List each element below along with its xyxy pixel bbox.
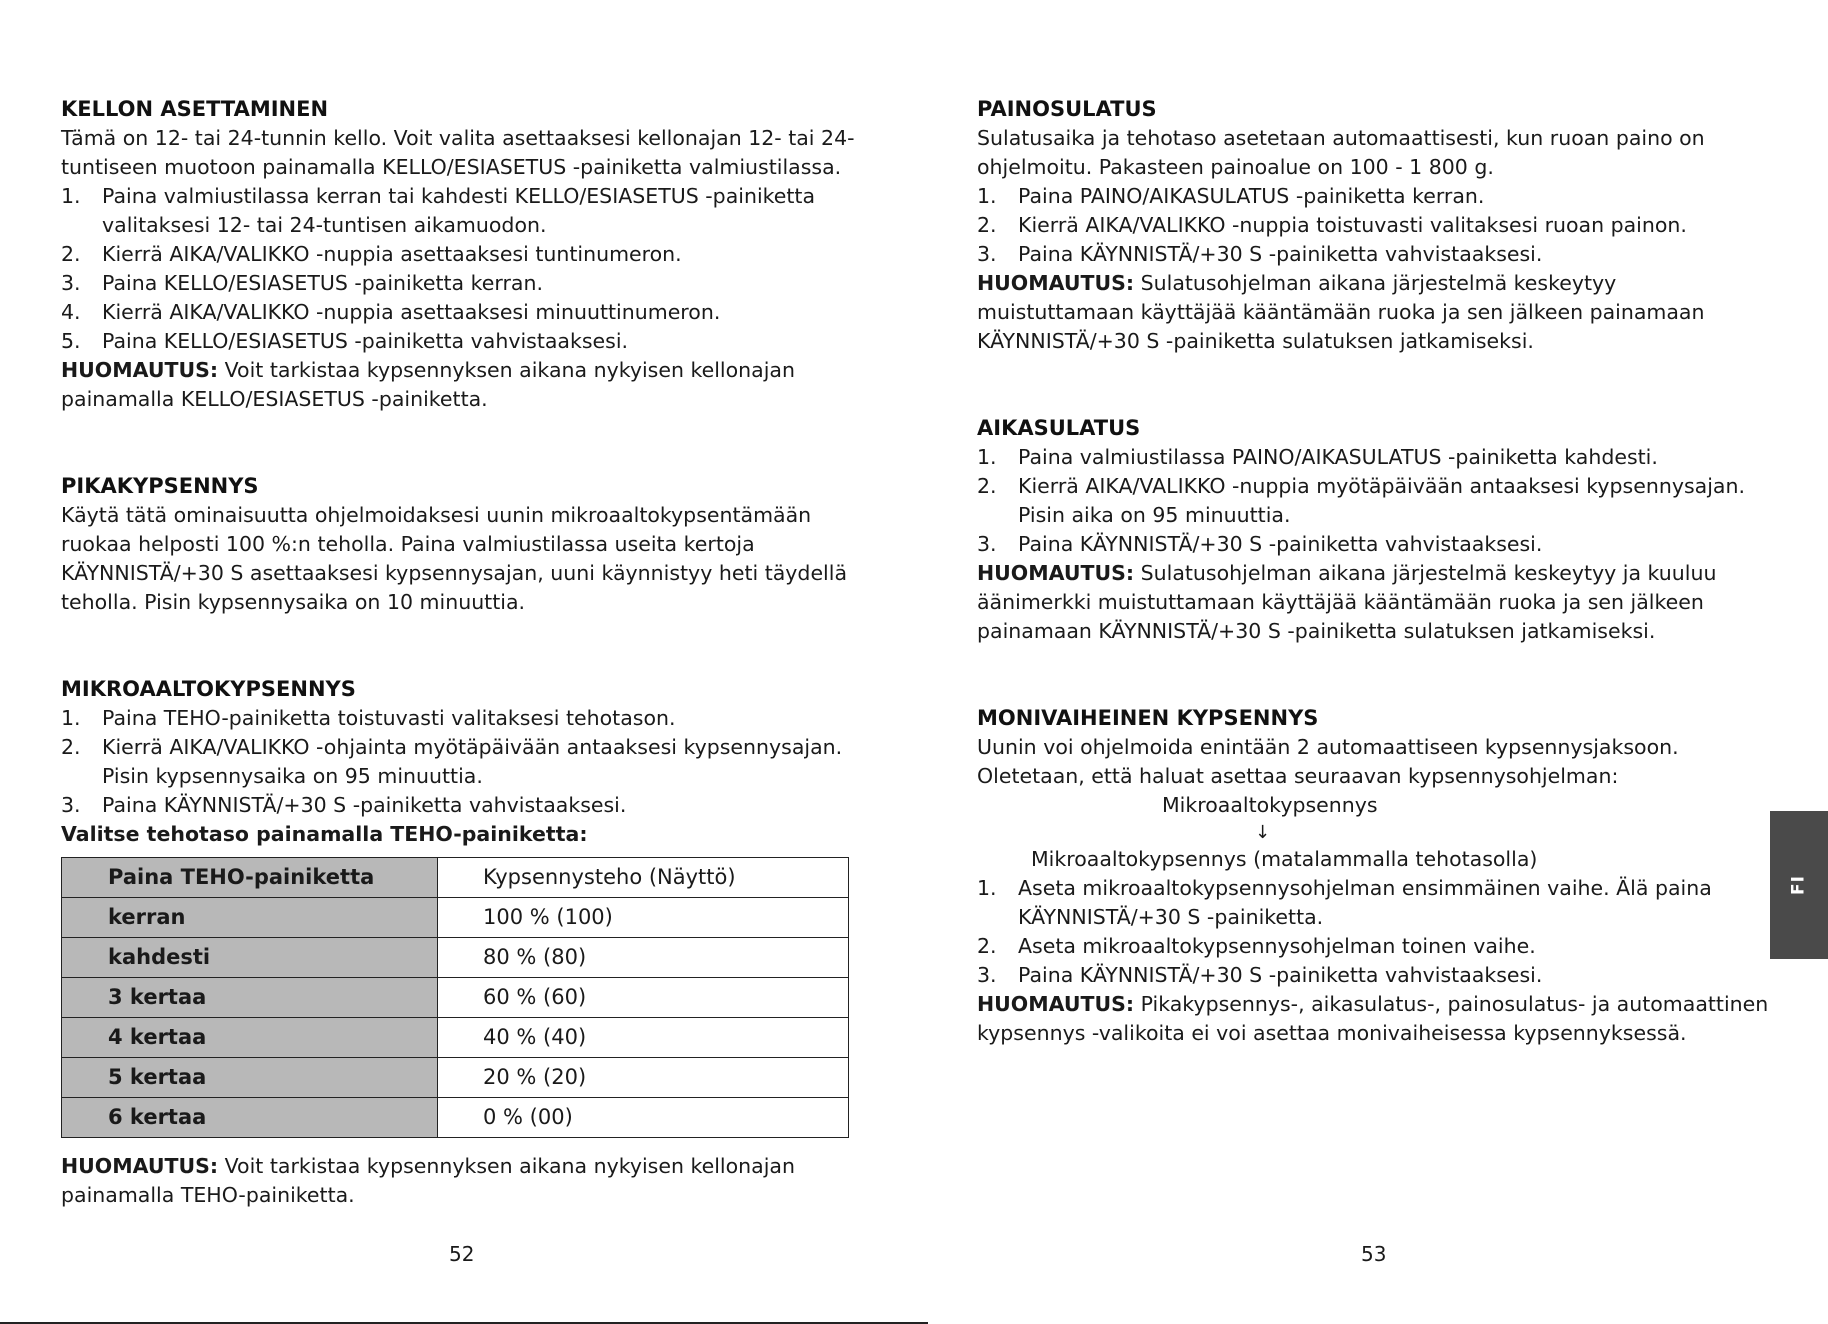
list-item	[977, 874, 1777, 932]
note-label: HUOMAUTUS:	[61, 358, 219, 382]
note-label: HUOMAUTUS:	[977, 992, 1135, 1016]
table-row	[62, 898, 849, 938]
step-list	[977, 874, 1777, 990]
list-item	[61, 327, 861, 356]
step-number: 2.	[977, 934, 997, 958]
note-text: Sulatusohjelman aikana järjestelmä keskeytyy ja kuuluu äänimerkki muistuttamaan käyttäjää kääntämään ruoka ja sen jälkeen painamaan KÄYNNISTÄ/+30 S -painiketta sulatuksen jatkamiseksi.	[977, 561, 1717, 643]
table-cell-value: 40 % (40)	[438, 1018, 849, 1058]
step-text: Aseta mikroaaltokypsennysohjelman toinen vaihe.	[1018, 934, 1536, 958]
step-number: 4.	[61, 300, 81, 324]
note	[977, 269, 1777, 356]
section-title: MIKROAALTOKYPSENNYS	[61, 677, 356, 701]
section-intro: Oletetaan, että haluat asettaa seuraavan kypsennysohjelman:	[977, 764, 1619, 788]
table-cell-value: 100 % (100)	[438, 898, 849, 938]
table-title: Valitse tehotaso painamalla TEHO-painiketta:	[61, 822, 588, 846]
list-item	[61, 791, 861, 820]
right-page	[977, 95, 1777, 1048]
arrow-down-icon: ↓	[1255, 822, 1271, 843]
table-cell-key: Paina TEHO-painiketta	[62, 858, 438, 898]
table-cell-key: 5 kertaa	[62, 1058, 438, 1098]
list-item	[61, 182, 861, 240]
step-text: Paina KÄYNNISTÄ/+30 S -painiketta vahvistaaksesi.	[1018, 532, 1543, 556]
table-cell-key: 6 kertaa	[62, 1098, 438, 1138]
language-tab-label: FI	[1788, 875, 1809, 895]
section-kellon-asettaminen	[61, 95, 861, 414]
table-cell-value: 80 % (80)	[438, 938, 849, 978]
section-title: PAINOSULATUS	[977, 97, 1157, 121]
table-cell-value: 60 % (60)	[438, 978, 849, 1018]
step-text: Paina TEHO-painiketta toistuvasti valitaksesi tehotason.	[102, 706, 676, 730]
program-diagram	[977, 791, 1777, 874]
list-item	[977, 530, 1777, 559]
list-item	[61, 298, 861, 327]
list-item	[977, 240, 1777, 269]
table-row	[62, 1058, 849, 1098]
step-text: Paina KÄYNNISTÄ/+30 S -painiketta vahvistaaksesi.	[102, 793, 627, 817]
diagram-step-second: Mikroaaltokypsennys (matalammalla tehotasolla)	[1031, 847, 1538, 871]
list-item	[977, 472, 1777, 530]
step-text: Paina KÄYNNISTÄ/+30 S -painiketta vahvistaaksesi.	[1018, 242, 1543, 266]
note-text: Voit tarkistaa kypsennyksen aikana nykyisen kellonajan painamalla KELLO/ESIASETUS -painiketta.	[61, 358, 795, 411]
step-text: Paina valmiustilassa kerran tai kahdesti KELLO/ESIASETUS -painiketta valitaksesi 12- tai 24-tuntisen aikamuodon.	[102, 184, 816, 237]
step-number: 5.	[61, 329, 81, 353]
list-item	[977, 961, 1777, 990]
table-cell-value: 0 % (00)	[438, 1098, 849, 1138]
note-text: Voit tarkistaa kypsennyksen aikana nykyisen kellonajan painamalla TEHO-painiketta.	[61, 1154, 795, 1207]
list-item	[61, 733, 861, 791]
note-label: HUOMAUTUS:	[977, 271, 1135, 295]
list-item	[977, 932, 1777, 961]
step-text: Paina KELLO/ESIASETUS -painiketta vahvistaaksesi.	[102, 329, 629, 353]
step-text: Paina KÄYNNISTÄ/+30 S -painiketta vahvistaaksesi.	[1018, 963, 1543, 987]
section-title: MONIVAIHEINEN KYPSENNYS	[977, 706, 1319, 730]
table-row	[62, 938, 849, 978]
list-item	[977, 443, 1777, 472]
note	[977, 990, 1777, 1048]
diagram-step-first: Mikroaaltokypsennys	[1162, 793, 1378, 817]
step-text: Kierrä AIKA/VALIKKO -nuppia asettaaksesi tuntinumeron.	[102, 242, 682, 266]
step-text: Aseta mikroaaltokypsennysohjelman ensimmäinen vaihe. Älä paina KÄYNNISTÄ/+30 S -painiketta.	[1018, 876, 1712, 929]
step-number: 1.	[977, 445, 997, 469]
step-list	[977, 443, 1777, 559]
step-text: Kierrä AIKA/VALIKKO -nuppia asettaaksesi minuuttinumeron.	[102, 300, 721, 324]
table-cell-key: 3 kertaa	[62, 978, 438, 1018]
list-item	[977, 211, 1777, 240]
page-number-right: 53	[1361, 1242, 1387, 1266]
step-number: 3.	[977, 963, 997, 987]
list-item	[61, 240, 861, 269]
section-aikasulatus	[977, 414, 1777, 646]
note	[61, 1152, 861, 1210]
section-body: Käytä tätä ominaisuutta ohjelmoidaksesi uunin mikroaaltokypsentämään ruokaa helposti 100 %:n teholla. Paina valmiustilassa useita kertoja KÄYNNISTÄ/+30 S asettaaksesi kypsennysajan, uuni käynnistyy heti täydellä teholla. Pisin kypsennysaika on 10 minuuttia.	[61, 503, 848, 614]
section-mikroaaltokypsennys	[61, 675, 861, 1210]
section-title: PIKAKYPSENNYS	[61, 474, 259, 498]
step-number: 1.	[61, 184, 81, 208]
step-number: 3.	[61, 271, 81, 295]
section-intro: Sulatusaika ja tehotaso asetetaan automaattisesti, kun ruoan paino on ohjelmoitu. Pakasteen painoalue on 100 - 1 800 g.	[977, 126, 1705, 179]
table-cell-key: kahdesti	[62, 938, 438, 978]
section-painosulatus	[977, 95, 1777, 356]
list-item	[977, 182, 1777, 211]
section-intro: Tämä on 12- tai 24-tunnin kello. Voit valita asettaaksesi kellonajan 12- tai 24-tuntiseen muotoon painamalla KELLO/ESIASETUS -painiketta valmiustilassa.	[61, 126, 855, 179]
table-cell-value: 20 % (20)	[438, 1058, 849, 1098]
step-number: 2.	[61, 242, 81, 266]
list-item	[61, 704, 861, 733]
table-row	[62, 1098, 849, 1138]
step-text: Paina valmiustilassa PAINO/AIKASULATUS -painiketta kahdesti.	[1018, 445, 1658, 469]
note-label: HUOMAUTUS:	[61, 1154, 219, 1178]
step-number: 2.	[977, 474, 997, 498]
table-cell-key: 4 kertaa	[62, 1018, 438, 1058]
step-text: Paina PAINO/AIKASULATUS -painiketta kerran.	[1018, 184, 1485, 208]
step-number: 3.	[977, 532, 997, 556]
language-tab	[1770, 811, 1828, 959]
step-text: Kierrä AIKA/VALIKKO -nuppia toistuvasti valitaksesi ruoan painon.	[1018, 213, 1687, 237]
section-intro: Uunin voi ohjelmoida enintään 2 automaattiseen kypsennysjaksoon.	[977, 735, 1679, 759]
step-number: 1.	[977, 184, 997, 208]
step-number: 1.	[61, 706, 81, 730]
note-label: HUOMAUTUS:	[977, 561, 1135, 585]
step-number: 1.	[977, 876, 997, 900]
left-page	[61, 95, 861, 1210]
step-number: 3.	[61, 793, 81, 817]
step-list	[61, 182, 861, 356]
list-item	[61, 269, 861, 298]
step-text: Kierrä AIKA/VALIKKO -nuppia myötäpäivään antaaksesi kypsennysajan. Pisin aika on 95 minuuttia.	[1018, 474, 1745, 527]
step-list	[61, 704, 861, 820]
table-row	[62, 858, 849, 898]
table-row	[62, 1018, 849, 1058]
section-pikakypsennys	[61, 472, 861, 617]
section-title: AIKASULATUS	[977, 416, 1141, 440]
table-row	[62, 978, 849, 1018]
section-monivaiheinen-kypsennys	[977, 704, 1777, 1048]
note-text: Pikakypsennys-, aikasulatus-, painosulatus- ja automaattinen kypsennys -valikoita ei voi asettaa monivaiheisessa kypsennyksessä.	[977, 992, 1769, 1045]
table-cell-value: Kypsennysteho (Näyttö)	[438, 858, 849, 898]
section-title: KELLON ASETTAMINEN	[61, 97, 329, 121]
step-number: 3.	[977, 242, 997, 266]
step-text: Paina KELLO/ESIASETUS -painiketta kerran.	[102, 271, 543, 295]
page-number-left: 52	[449, 1242, 475, 1266]
note	[61, 356, 861, 414]
step-text: Kierrä AIKA/VALIKKO -ohjainta myötäpäivään antaaksesi kypsennysajan. Pisin kypsennysaika on 95 minuuttia.	[102, 735, 843, 788]
note	[977, 559, 1777, 646]
step-list	[977, 182, 1777, 269]
note-text: Sulatusohjelman aikana järjestelmä keskeytyy muistuttamaan käyttäjää kääntämään ruoka ja sen jälkeen painamaan KÄYNNISTÄ/+30 S -painiketta sulatuksen jatkamiseksi.	[977, 271, 1705, 353]
step-number: 2.	[61, 735, 81, 759]
step-number: 2.	[977, 213, 997, 237]
table-cell-key: kerran	[62, 898, 438, 938]
power-level-table	[61, 857, 849, 1138]
